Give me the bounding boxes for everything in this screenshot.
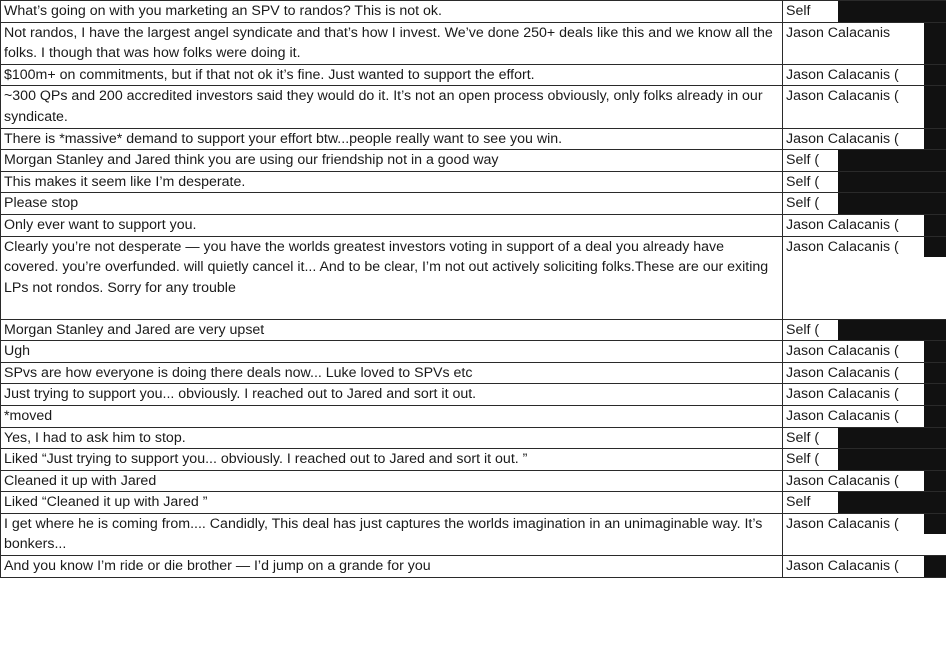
sender-cell (783, 214, 946, 236)
table-row (1, 384, 946, 406)
sender-cell (783, 492, 946, 514)
redaction-block (924, 215, 946, 236)
message-cell: Morgan Stanley and Jared think you are using our friendship not in a good way (1, 150, 783, 172)
sender-cell (783, 1, 946, 23)
message-cell: Only ever want to support you. (1, 214, 783, 236)
sender-name: Jason Calacanis ( (786, 130, 899, 147)
message-cell: Please stop (1, 193, 783, 215)
sender-cell (783, 449, 946, 471)
sender-cell (783, 22, 946, 64)
redaction-block (924, 556, 946, 577)
sender-cell (783, 64, 946, 86)
message-cell: SPvs are how everyone is doing there deals now... Luke loved to SPVs etc (1, 362, 783, 384)
table-row (1, 150, 946, 172)
redaction-block (838, 492, 946, 513)
sender-cell (783, 171, 946, 193)
redaction-block (924, 129, 946, 150)
redaction-block (838, 1, 946, 22)
sender-name: Self (786, 3, 811, 19)
table-row (1, 492, 946, 514)
redaction-block (924, 384, 946, 405)
table-row (1, 362, 946, 384)
sender-cell (783, 86, 946, 128)
sender-name: Jason Calacanis ( (786, 386, 899, 403)
sender-name: Jason Calacanis ( (786, 216, 899, 233)
sender-name: Jason Calacanis ( (786, 364, 899, 381)
sender-cell (783, 427, 946, 449)
sender-name: Jason Calacanis ( (786, 472, 899, 489)
sender-cell (783, 236, 946, 319)
redaction-block (838, 320, 946, 341)
table-row (1, 513, 946, 555)
sender-name: Jason Calacanis ( (786, 407, 899, 424)
redaction-block (838, 172, 946, 193)
redaction-block (924, 341, 946, 362)
message-cell: Cleaned it up with Jared (1, 470, 783, 492)
sender-cell (783, 405, 946, 427)
message-cell: $100m+ on commitments, but if that not ok it’s fine. Just wanted to support the effort. (1, 64, 783, 86)
message-cell: And you know I’m ride or die brother — I’d jump on a grande for you (1, 556, 783, 578)
redaction-block (924, 471, 946, 492)
sender-name: Self ( (786, 321, 820, 338)
redaction-block (924, 406, 946, 427)
redaction-block (838, 428, 946, 449)
sender-name: Jason Calacanis ( (786, 88, 899, 105)
message-cell: *moved (1, 405, 783, 427)
sender-name: Jason Calacanis ( (786, 343, 899, 360)
message-cell: ~300 QPs and 200 accredited investors said they would do it. It’s not an open process obviously, only folks already in our syndicate. (1, 86, 783, 128)
sender-cell (783, 319, 946, 341)
table-row (1, 427, 946, 449)
message-cell: Morgan Stanley and Jared are very upset (1, 319, 783, 341)
sender-name: Self ( (786, 195, 820, 212)
sender-name: Jason Calacanis ( (786, 558, 899, 575)
message-cell: Liked “Cleaned it up with Jared ” (1, 492, 783, 514)
redaction-block (924, 514, 946, 534)
redaction-block (838, 150, 946, 171)
table-row (1, 319, 946, 341)
sender-cell (783, 513, 946, 555)
sender-name: Jason Calacanis (786, 24, 891, 41)
table-row (1, 341, 946, 363)
table-row (1, 171, 946, 193)
table-row (1, 556, 946, 578)
redaction-block (924, 363, 946, 384)
message-cell: Not randos, I have the largest angel syndicate and that’s how I invest. We’ve done 250+ deals like this and we know all the folks. I though that was how folks were doing it. (1, 22, 783, 64)
table-row (1, 64, 946, 86)
sender-name: Self ( (786, 429, 820, 446)
sender-cell (783, 362, 946, 384)
message-cell: There is *massive* demand to support your effort btw...people really want to see you win. (1, 128, 783, 150)
sender-cell (783, 556, 946, 578)
sender-name: Self ( (786, 173, 820, 190)
sender-name: Self (786, 494, 811, 511)
redaction-block (924, 86, 946, 127)
sender-name: Self ( (786, 152, 820, 169)
table-row (1, 86, 946, 128)
message-cell: Yes, I had to ask him to stop. (1, 427, 783, 449)
redaction-block (924, 65, 946, 86)
sender-name: Self ( (786, 451, 820, 468)
sender-name: Jason Calacanis ( (786, 515, 899, 532)
table-row (1, 236, 946, 319)
table-row (1, 193, 946, 215)
sender-name: Jason Calacanis ( (786, 66, 899, 83)
sender-cell (783, 150, 946, 172)
table-row (1, 128, 946, 150)
message-cell: Just trying to support you... obviously. I reached out to Jared and sort it out. (1, 384, 783, 406)
message-cell: Liked “Just trying to support you... obviously. I reached out to Jared and sort it out. ” (1, 449, 783, 471)
sender-cell (783, 384, 946, 406)
message-cell: Clearly you’re not desperate — you have the worlds greatest investors voting in support of a deal you already have covered. you’re overfunded. will quietly cancel it... And to be clear, I’m not out actively soliciting folks.These are our exiting LPs not rondos. Sorry for any trouble (1, 236, 783, 319)
message-cell: What’s going on with you marketing an SPV to randos? This is not ok. (1, 1, 783, 23)
sender-cell (783, 193, 946, 215)
message-cell: Ugh (1, 341, 783, 363)
redaction-block (924, 237, 946, 257)
table-row (1, 22, 946, 64)
message-cell: This makes it seem like I’m desperate. (1, 171, 783, 193)
sender-name: Jason Calacanis ( (786, 238, 899, 255)
sender-cell (783, 341, 946, 363)
table-row (1, 449, 946, 471)
message-cell: I get where he is coming from.... Candidly, This deal has just captures the worlds imagination in an unimaginable way. It’s bonkers... (1, 513, 783, 555)
redaction-block (838, 449, 946, 470)
sender-cell (783, 128, 946, 150)
redaction-block (838, 193, 946, 214)
table-row (1, 405, 946, 427)
table-row (1, 214, 946, 236)
redaction-block (924, 23, 946, 64)
table-row (1, 470, 946, 492)
table-row (1, 1, 946, 23)
sender-cell (783, 470, 946, 492)
